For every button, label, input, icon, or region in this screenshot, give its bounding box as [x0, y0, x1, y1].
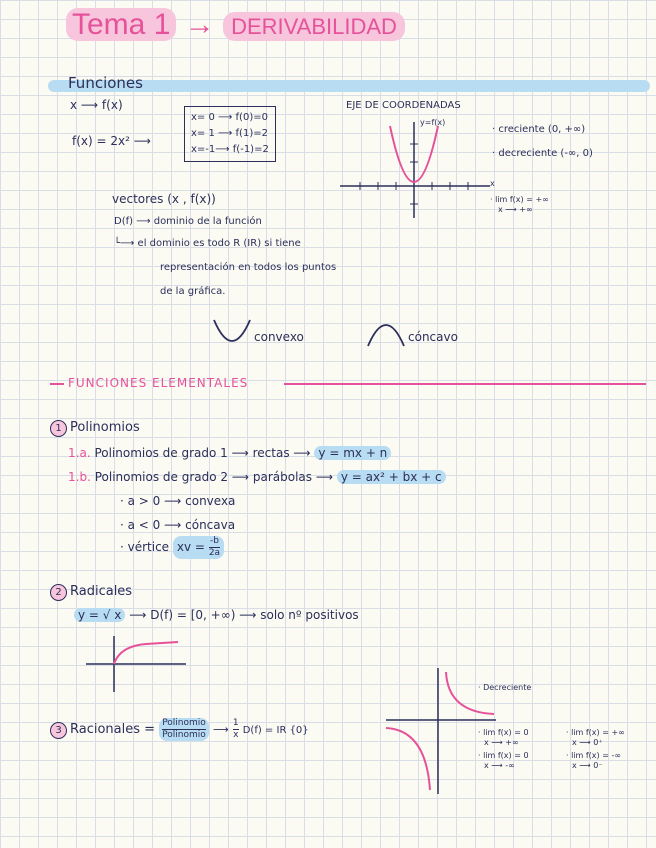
tag-1b: 1.b. [68, 470, 91, 484]
dominio-note-1: └⟶ el dominio es todo R (IR) si tiene [114, 238, 301, 249]
values-row: x=-1⟶ f(-1)=2 [191, 144, 269, 155]
title-topic: DERIVABILIDAD [223, 12, 405, 41]
limit-right-1-sub: x ⟶ 0⁺ [572, 738, 603, 747]
racionales-line [50, 718, 309, 741]
title-arrow: → [184, 8, 215, 41]
limit-left-1: · lim f(x) = 0 [478, 728, 529, 737]
limit-right-2: · lim f(x) = -∞ [566, 751, 621, 760]
function-def: f(x) = 2x² ⟶ [72, 134, 151, 148]
fraction-numerator: Polinomio [162, 718, 206, 728]
racional-fraction [159, 718, 209, 741]
divider-left [50, 383, 64, 385]
formula-recta: y = mx + n [314, 446, 391, 460]
vertice-label: · vértice [120, 540, 170, 554]
racional-arrow: ⟶ [212, 723, 229, 736]
funciones-heading: Funciones [68, 74, 143, 92]
number-badge: 3 [50, 722, 67, 739]
cond-concava: · a < 0 ⟶ cóncava [120, 518, 236, 532]
limit-sub: x ⟶ +∞ [498, 205, 533, 214]
fraction-denominator: 2a [208, 548, 221, 558]
radical-graph [86, 636, 186, 692]
limit-right-1: · lim f(x) = +∞ [566, 728, 625, 737]
limit-left-1-sub: x ⟶ +∞ [484, 738, 519, 747]
prop-creciente: · creciente (0, +∞) [492, 124, 586, 135]
tag-1a: 1.a. [68, 446, 91, 460]
convexo-label: convexo [254, 330, 304, 344]
racionales-title: Racionales = [70, 722, 156, 737]
vertice-formula [173, 536, 224, 559]
radical-rest: ⟶ D(f) = [0, +∞) ⟶ solo nº positivos [129, 608, 359, 622]
page-title [66, 8, 405, 42]
axis-title: EJE DE COORDENADAS [346, 100, 461, 111]
radicales-heading [50, 584, 132, 601]
one-over-x [233, 718, 239, 741]
polinomios-title: Polinomios [70, 420, 140, 435]
fraction-denominator: Polinomio [162, 730, 206, 740]
fraction-denominator: x [233, 730, 239, 740]
number-badge: 2 [50, 584, 67, 601]
decreciente-label: · Decreciente [478, 683, 532, 692]
radicales-line [74, 608, 359, 622]
limit-left-2-sub: x ⟶ -∞ [484, 761, 515, 770]
polinomios-heading [50, 420, 140, 437]
elementales-heading: FUNCIONES ELEMENTALES [68, 376, 249, 390]
map-text: x ⟶ f(x) [70, 98, 123, 112]
limit-top: · lim f(x) = +∞ [490, 195, 549, 204]
values-row: x= 1 ⟶ f(1)=2 [191, 128, 268, 139]
formula-parabola: y = ax² + bx + c [337, 470, 446, 484]
fraction-numerator: -b [209, 536, 219, 546]
vectores-text: vectores (x , f(x)) [112, 192, 216, 206]
dominio-note-2: representación en todos los puntos [160, 262, 337, 273]
convex-curve-icon [212, 318, 252, 348]
graph-label: y=f(x) [420, 118, 446, 127]
polinomios-a-text: Polinomios de grado 1 ⟶ rectas ⟶ [94, 446, 311, 460]
radical-formula: y = √ x [74, 608, 125, 622]
polinomios-b [68, 470, 446, 484]
xv-label: xv = [176, 540, 205, 554]
divider-right [284, 383, 646, 385]
number-badge: 1 [50, 420, 67, 437]
vertice-line [120, 536, 224, 559]
limit-left-2: · lim f(x) = 0 [478, 751, 529, 760]
dominio-text: D(f) ⟶ dominio de la función [114, 216, 262, 227]
fraction-numerator: 1 [232, 718, 239, 728]
prop-decreciente: · decreciente (-∞, 0) [492, 148, 593, 159]
radicales-title: Radicales [70, 584, 133, 599]
parabola-graph [340, 114, 490, 224]
limit-right-2-sub: x ⟶ 0⁻ [572, 761, 603, 770]
title-main: Tema 1 [66, 8, 176, 41]
concave-curve-icon [366, 318, 406, 348]
racional-domain: D(f) = IR {0} [242, 725, 309, 736]
concavo-label: cóncavo [408, 330, 458, 344]
polinomios-a [68, 446, 391, 460]
cond-convexa: · a > 0 ⟶ convexa [120, 494, 236, 508]
values-box [184, 106, 276, 162]
x-axis-label: x [490, 179, 495, 188]
polinomios-b-text: Polinomios de grado 2 ⟶ parábolas ⟶ [94, 470, 334, 484]
values-row: x= 0 ⟶ f(0)=0 [191, 112, 268, 123]
vertice-fraction [209, 536, 220, 559]
dominio-note-3: de la gráfica. [160, 286, 226, 297]
